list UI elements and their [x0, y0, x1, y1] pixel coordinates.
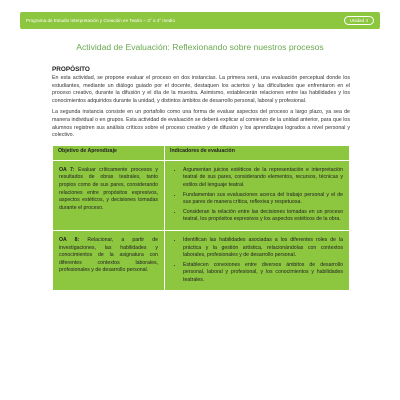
table-row: [53, 160, 350, 230]
header-banner: [20, 12, 380, 29]
indicator-list: [171, 167, 343, 224]
objective-cell: [53, 160, 165, 230]
objective-text: Relacionar, a partir de investigaciones, las habilidades y conocimientos de la asignatura con diferentes contextos laborales, profesionales y de desarrollo personal.: [59, 236, 158, 274]
header-objective: Objetivo de Aprendizaje: [53, 145, 165, 160]
document-body: [52, 66, 350, 291]
indicator-item: • Identifican las habilidades asociadas a los diferentes roles de la práctica y la gestión artística, relacionándolas con contextos laborales, profesionales y de desarrollo personal.: [183, 237, 343, 260]
unit-badge: Unidad 4: [344, 16, 374, 25]
indicator-item: • Consideran la relación entre las decisiones tomadas en un proceso teatral, los propósitos expresivos y los aspectos estéticos de la obra.: [183, 209, 343, 224]
indicators-cell: [165, 160, 350, 230]
evaluation-table: [52, 145, 350, 292]
indicator-item: • Argumentan juicios estéticos de la representación e interpretación teatral de sus pares, considerando elementos, recursos, técnicas y estilos del lenguaje teatral.: [183, 167, 343, 190]
purpose-paragraph: La segunda instancia consiste en un portafolio como una forma de evaluar aspectos del proceso a largo plazo, ya sea de manera individual o en grupos. Esta actividad de evaluación se deberá explicar al comienzo de la unidad anterior, para que los alumnos registren sus análisis críticos sobre el proceso creativo y de difusión y los aprendizajes logrados a nivel personal y colectivo.: [52, 109, 350, 139]
objective-text: Evaluar críticamente procesos y resultados de obras teatrales, tanto propios como de sus pares, considerando relaciones entre propósitos expresivos, aspectos estéticos, y decisiones tomadas durante el proceso.: [59, 166, 158, 211]
indicator-item: • Fundamentan sus evaluaciones acerca del trabajo personal y el de sus pares de manera crítica, reflexiva y respetuosa.: [183, 192, 343, 207]
table-header-row: [53, 145, 350, 160]
objective-code: OA 7:: [59, 166, 75, 173]
table-row: [53, 230, 350, 291]
objective-cell: [53, 230, 165, 291]
indicator-list: [171, 237, 343, 285]
objective-code: OA 8:: [59, 236, 80, 243]
purpose-heading: PROPÓSITO: [52, 66, 90, 73]
indicators-cell: [165, 230, 350, 291]
indicator-item: • Establecen conexiones entre diversos ámbitos de desarrollo personal, laboral y profesional, y los conocimientos y habilidades teatrales.: [183, 262, 343, 285]
page-title: Actividad de Evaluación: Reflexionando sobre nuestros procesos: [76, 42, 324, 52]
header-indicators: Indicadores de evaluación: [165, 145, 350, 160]
program-title: Programa de Estudio Interpretación y Creación en Teatro – 3° o 4° medio: [26, 18, 175, 23]
purpose-paragraph: En esta actividad, se propone evaluar el proceso en dos instancias. La primera será, una evaluación perceptual donde los estudiantes, mediante un diálogo guiado por el docente, destaquen los aciertos y las dificultades que enfrentaron en el proceso creativo, durante la difusión y el día de la muestra. Asimismo, establecerán relaciones entre las habilidades y los conocimientos adquiridos durante la unidad, y distintos ámbitos de desarrollo personal, laboral y profesional.: [52, 75, 350, 104]
